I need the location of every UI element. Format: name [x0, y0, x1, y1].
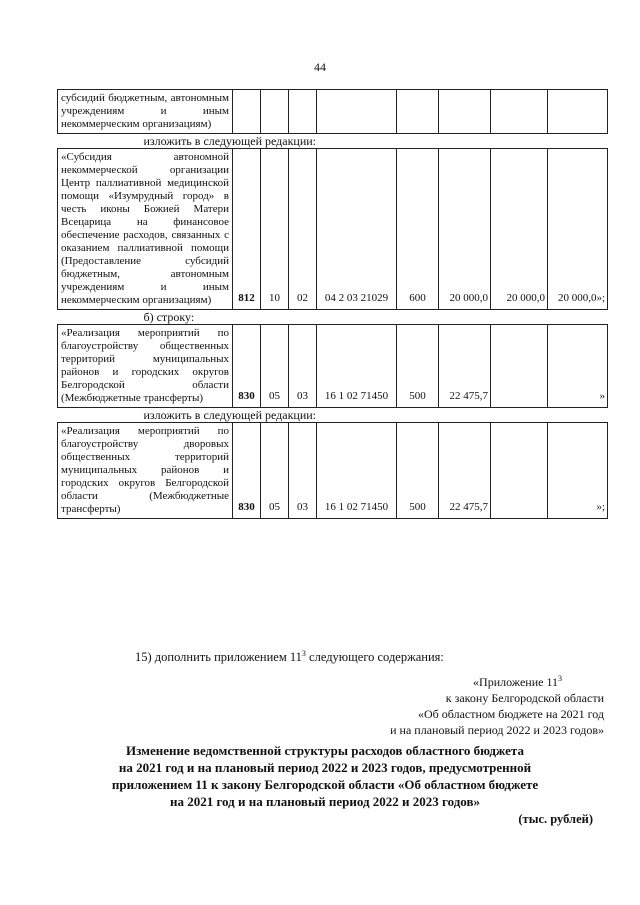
cell-ved: 830	[233, 423, 261, 519]
cell-y2022	[491, 325, 548, 408]
instruction-row	[58, 310, 608, 325]
cell-pr: 03	[289, 325, 317, 408]
appendix-header	[390, 671, 604, 738]
instruction-text: б) строку:	[58, 310, 608, 325]
cell-y2022	[491, 90, 548, 134]
cell-pr	[289, 90, 317, 134]
instruction-text: изложить в следующей редакции:	[58, 408, 608, 423]
cell-y2022: 20 000,0	[491, 149, 548, 310]
cell-rz: 10	[261, 149, 289, 310]
table-row	[58, 325, 608, 408]
row-description: «Реализация мероприятий по благоустройству общественных территорий муниципальных районов и городских округов Белгородской области (Межбюджетные трансферты)	[58, 325, 233, 408]
expenditure-table	[57, 89, 608, 519]
cell-csr: 16 1 02 71450	[317, 325, 397, 408]
instruction-text: изложить в следующей редакции:	[58, 134, 608, 149]
cell-pr: 02	[289, 149, 317, 310]
document-title: Изменение ведомственной структуры расходов областного бюджета на 2021 год и на плановый период 2022 и 2023 годов, предусмотренной приложением 11 к закону Белгородской области «Об областном бюджете на 2021 год и на плановый период 2022 и 2023 годов»	[111, 743, 539, 809]
row-description: «Субсидия автономной некоммерческой организации Центр паллиативной медицинской помощи «Изумрудный город» в честь иконы Божией Матери Всецарица на финансовое обеспечение расходов, связанных с оказанием паллиативной помощи (Предоставление субсидий бюджетным, автономным учреждениям и иным некоммерческим организациям)	[58, 149, 233, 310]
cell-vr: 500	[397, 423, 439, 519]
cell-csr: 16 1 02 71450	[317, 423, 397, 519]
cell-vr: 500	[397, 325, 439, 408]
cell-y2023: 20 000,0»;	[548, 149, 608, 310]
table-row	[58, 90, 608, 134]
cell-pr: 03	[289, 423, 317, 519]
units-label: (тыс. рублей)	[518, 812, 593, 826]
cell-ved: 830	[233, 325, 261, 408]
cell-ved: 812	[233, 149, 261, 310]
row-description: субсидий бюджетным, автономным учреждениям и иным некоммерческим организациям)	[58, 90, 233, 134]
cell-csr	[317, 90, 397, 134]
cell-y2021: 22 475,7	[439, 325, 491, 408]
cell-y2021: 22 475,7	[439, 423, 491, 519]
cell-y2022	[491, 423, 548, 519]
cell-vr	[397, 90, 439, 134]
cell-rz	[261, 90, 289, 134]
appendix-line-2: к закону Белгородской области	[445, 691, 604, 705]
instruction-row	[58, 134, 608, 149]
cell-rz: 05	[261, 325, 289, 408]
table-row	[58, 149, 608, 310]
cell-csr: 04 2 03 21029	[317, 149, 397, 310]
cell-rz: 05	[261, 423, 289, 519]
cell-y2021: 20 000,0	[439, 149, 491, 310]
cell-y2023	[548, 90, 608, 134]
appendix-line-3: «Об областном бюджете на 2021 год	[418, 707, 604, 721]
cell-y2021	[439, 90, 491, 134]
page-number: 44	[314, 60, 326, 74]
table-row	[58, 423, 608, 519]
cell-y2023: »	[548, 325, 608, 408]
cell-y2023: »;	[548, 423, 608, 519]
appendix-line-4: и на плановый период 2022 и 2023 годов»	[390, 723, 604, 737]
row-description: «Реализация мероприятий по благоустройству дворовых общественных территорий муниципальных районов и городских округов Белгородской области (Межбюджетные трансферты)	[58, 423, 233, 519]
cell-ved	[233, 90, 261, 134]
instruction-row	[58, 408, 608, 423]
appendix-line-1: «Приложение $11^3$	[473, 674, 562, 689]
item-15-text: 15) дополнить приложением $11^3$ следующего содержания:	[135, 649, 444, 665]
cell-vr: 600	[397, 149, 439, 310]
